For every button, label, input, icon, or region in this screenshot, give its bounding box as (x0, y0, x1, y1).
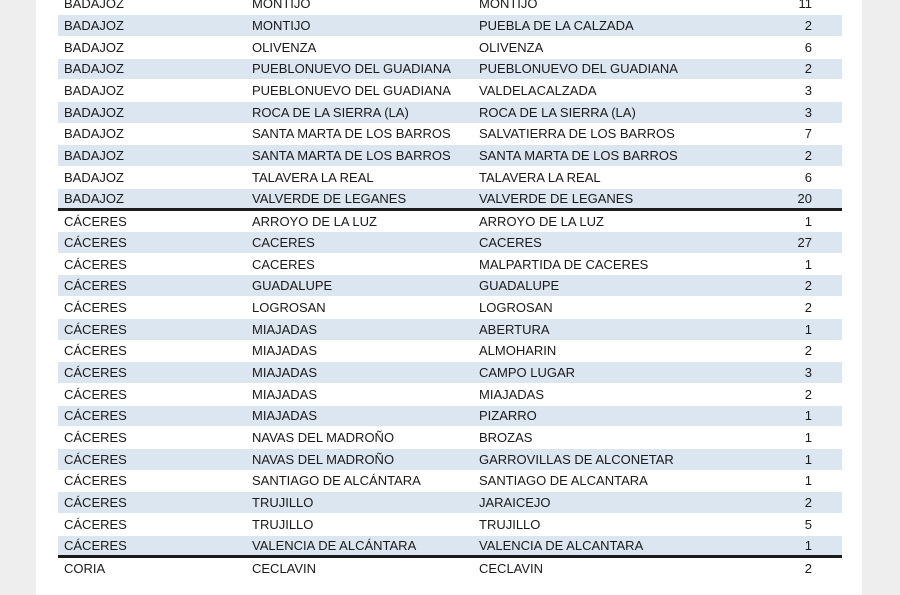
count-cell: 3 (719, 101, 842, 123)
table-row (58, 383, 842, 405)
count-cell: 20 (719, 188, 842, 210)
municipality-cell: MIAJADAS (473, 383, 719, 405)
municipality-cell: PUEBLONUEVO DEL GUADIANA (473, 58, 719, 80)
province-cell: BADAJOZ (58, 15, 246, 37)
count-cell: 1 (719, 448, 842, 470)
province-cell: CÁCERES (58, 427, 246, 449)
table-row (58, 427, 842, 449)
district-cell: SANTIAGO DE ALCÁNTARA (246, 470, 473, 492)
municipality-cell: VALENCIA DE ALCANTARA (473, 535, 719, 557)
table-row (58, 514, 842, 536)
district-cell: PUEBLONUEVO DEL GUADIANA (246, 58, 473, 80)
province-cell: BADAJOZ (58, 123, 246, 145)
table-row (58, 297, 842, 319)
province-cell: CÁCERES (58, 253, 246, 275)
municipality-cell: PUEBLA DE LA CALZADA (473, 15, 719, 37)
municipality-cell: ROCA DE LA SIERRA (LA) (473, 101, 719, 123)
table-row (58, 557, 842, 579)
count-cell: 2 (719, 557, 842, 579)
province-cell: CÁCERES (58, 448, 246, 470)
count-cell: 2 (719, 383, 842, 405)
municipality-cell: ARROYO DE LA LUZ (473, 210, 719, 232)
count-cell: 2 (719, 58, 842, 80)
count-cell: 2 (719, 492, 842, 514)
municipality-cell: VALVERDE DE LEGANES (473, 188, 719, 210)
municipality-cell: BROZAS (473, 427, 719, 449)
district-cell: ROCA DE LA SIERRA (LA) (246, 101, 473, 123)
province-cell: BADAJOZ (58, 36, 246, 58)
count-cell: 7 (719, 123, 842, 145)
municipality-cell: TALAVERA LA REAL (473, 167, 719, 189)
table-row (58, 253, 842, 275)
table-row (58, 492, 842, 514)
table-row (58, 448, 842, 470)
table-row (58, 145, 842, 167)
table-row (58, 15, 842, 37)
province-cell: CÁCERES (58, 362, 246, 384)
table-row (58, 232, 842, 254)
municipality-cell: GARROVILLAS DE ALCONETAR (473, 448, 719, 470)
count-cell: 2 (719, 145, 842, 167)
table-row (58, 362, 842, 384)
table-row (58, 405, 842, 427)
count-cell: 2 (719, 15, 842, 37)
table-row (58, 340, 842, 362)
province-cell: BADAJOZ (58, 58, 246, 80)
district-cell: NAVAS DEL MADROÑO (246, 448, 473, 470)
district-cell: MIAJADAS (246, 318, 473, 340)
table-row (58, 535, 842, 557)
province-cell: CORIA (58, 557, 246, 579)
table-row (58, 0, 842, 15)
municipality-cell: ALMOHARIN (473, 340, 719, 362)
municipality-cell: GUADALUPE (473, 275, 719, 297)
district-cell: GUADALUPE (246, 275, 473, 297)
district-cell: CACERES (246, 253, 473, 275)
district-cell: PUEBLONUEVO DEL GUADIANA (246, 80, 473, 102)
count-cell: 2 (719, 297, 842, 319)
municipality-cell: JARAICEJO (473, 492, 719, 514)
district-cell: ARROYO DE LA LUZ (246, 210, 473, 232)
district-cell: VALENCIA DE ALCÁNTARA (246, 535, 473, 557)
count-cell: 2 (719, 340, 842, 362)
province-cell: BADAJOZ (58, 0, 246, 15)
province-cell: BADAJOZ (58, 145, 246, 167)
province-cell: CÁCERES (58, 535, 246, 557)
province-cell: BADAJOZ (58, 101, 246, 123)
district-cell: VALVERDE DE LEGANES (246, 188, 473, 210)
table-row (58, 123, 842, 145)
district-cell: TRUJILLO (246, 492, 473, 514)
district-cell: CECLAVIN (246, 557, 473, 579)
table-row (58, 470, 842, 492)
municipality-cell: MONTIJO (473, 0, 719, 15)
count-cell: 6 (719, 167, 842, 189)
count-cell: 1 (719, 535, 842, 557)
table-row (58, 318, 842, 340)
district-cell: LOGROSAN (246, 297, 473, 319)
count-cell: 11 (719, 0, 842, 15)
municipality-cell: MALPARTIDA DE CACERES (473, 253, 719, 275)
province-cell: CÁCERES (58, 318, 246, 340)
count-cell: 1 (719, 405, 842, 427)
count-cell: 5 (719, 514, 842, 536)
count-cell: 1 (719, 427, 842, 449)
province-cell: BADAJOZ (58, 167, 246, 189)
municipality-cell: TRUJILLO (473, 514, 719, 536)
district-cell: MIAJADAS (246, 340, 473, 362)
table-row (58, 58, 842, 80)
table-row (58, 188, 842, 210)
municipality-table (58, 0, 842, 579)
table-row (58, 275, 842, 297)
province-cell: CÁCERES (58, 405, 246, 427)
municipality-cell: ABERTURA (473, 318, 719, 340)
municipality-cell: CACERES (473, 232, 719, 254)
province-cell: CÁCERES (58, 383, 246, 405)
municipality-cell: VALDELACALZADA (473, 80, 719, 102)
count-cell: 2 (719, 275, 842, 297)
district-cell: MIAJADAS (246, 405, 473, 427)
municipality-cell: SANTA MARTA DE LOS BARROS (473, 145, 719, 167)
municipality-cell: PIZARRO (473, 405, 719, 427)
district-cell: MIAJADAS (246, 362, 473, 384)
count-cell: 1 (719, 318, 842, 340)
count-cell: 6 (719, 36, 842, 58)
count-cell: 3 (719, 80, 842, 102)
table-row (58, 36, 842, 58)
province-cell: CÁCERES (58, 210, 246, 232)
province-cell: CÁCERES (58, 297, 246, 319)
municipality-cell: SALVATIERRA DE LOS BARROS (473, 123, 719, 145)
municipality-cell: SANTIAGO DE ALCANTARA (473, 470, 719, 492)
district-cell: OLIVENZA (246, 36, 473, 58)
table-row (58, 80, 842, 102)
province-cell: BADAJOZ (58, 188, 246, 210)
count-cell: 3 (719, 362, 842, 384)
district-cell: TALAVERA LA REAL (246, 167, 473, 189)
province-cell: CÁCERES (58, 470, 246, 492)
district-cell: NAVAS DEL MADROÑO (246, 427, 473, 449)
district-cell: SANTA MARTA DE LOS BARROS (246, 123, 473, 145)
province-cell: CÁCERES (58, 492, 246, 514)
district-cell: SANTA MARTA DE LOS BARROS (246, 145, 473, 167)
district-cell: TRUJILLO (246, 514, 473, 536)
municipality-cell: CAMPO LUGAR (473, 362, 719, 384)
district-cell: MONTIJO (246, 0, 473, 15)
count-cell: 27 (719, 232, 842, 254)
province-cell: CÁCERES (58, 340, 246, 362)
municipality-cell: LOGROSAN (473, 297, 719, 319)
count-cell: 1 (719, 470, 842, 492)
table-row (58, 101, 842, 123)
municipality-cell: CECLAVIN (473, 557, 719, 579)
count-cell: 1 (719, 210, 842, 232)
province-cell: BADAJOZ (58, 80, 246, 102)
district-cell: CACERES (246, 232, 473, 254)
table-row (58, 210, 842, 232)
district-cell: MIAJADAS (246, 383, 473, 405)
province-cell: CÁCERES (58, 275, 246, 297)
province-cell: CÁCERES (58, 232, 246, 254)
count-cell: 1 (719, 253, 842, 275)
table-body (58, 0, 842, 579)
district-cell: MONTIJO (246, 15, 473, 37)
municipality-cell: OLIVENZA (473, 36, 719, 58)
province-cell: CÁCERES (58, 514, 246, 536)
table-row (58, 167, 842, 189)
